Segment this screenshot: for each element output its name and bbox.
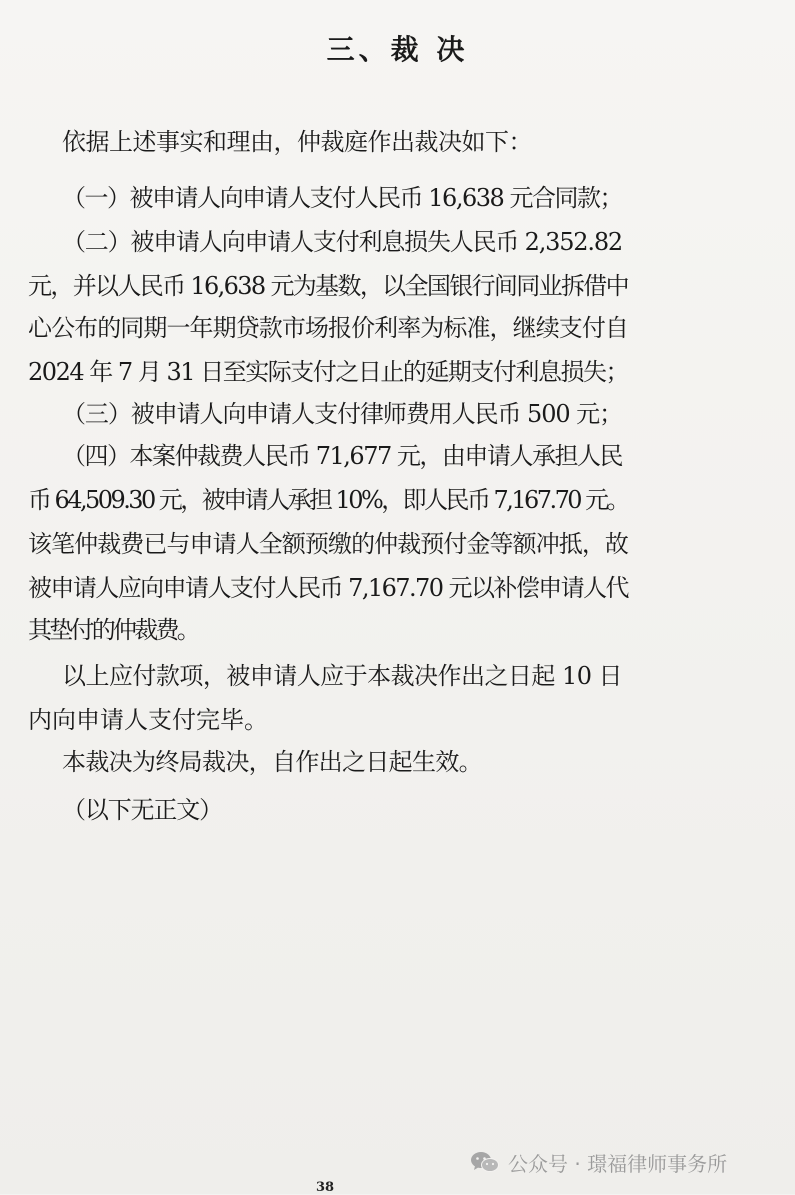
paragraph-line: 币 64,509.30 元，被申请人承担 10%，即人民币 7,167.70 元。 xyxy=(28,486,628,514)
watermark-text: 公众号 · 璟福律师事务所 xyxy=(508,1151,728,1176)
page-number: 38 xyxy=(316,1180,335,1195)
paragraph-line: 内向申请人支付完毕。 xyxy=(28,706,268,734)
wechat-icon xyxy=(470,1150,500,1174)
watermark xyxy=(470,1148,727,1176)
paragraph-line: （一）被申请人向申请人支付人民币 16,638 元合同款； xyxy=(62,184,622,212)
paragraph-line: 以上应付款项，被申请人应于本裁决作出之日起 10 日 xyxy=(62,662,622,690)
paragraph-line: 2024 年 7 月 31 日至实际支付之日止的延期支付利息损失； xyxy=(28,358,628,386)
paragraph-line: 心公布的同期一年期贷款市场报价利率为标准，继续支付自 xyxy=(28,314,628,342)
paragraph-line: 被申请人应向申请人支付人民币 7,167.70 元以补偿申请人代 xyxy=(28,574,628,602)
paragraph-line: （以下无正文） xyxy=(62,796,222,824)
paragraph-line: 其垫付的仲裁费。 xyxy=(28,616,198,644)
paragraph-line: 依据上述事实和理由，仲裁庭作出裁决如下： xyxy=(62,128,532,156)
paragraph-line: 本裁决为终局裁决，自作出之日起生效。 xyxy=(62,748,482,776)
paragraph-line: （二）被申请人向申请人支付利息损失人民币 2,352.82 xyxy=(62,228,622,256)
paragraph-line: （三）被申请人向申请人支付律师费用人民币 500 元； xyxy=(62,400,622,428)
paragraph-line: 该笔仲裁费已与申请人全额预缴的仲裁预付金等额冲抵，故 xyxy=(28,530,628,558)
section-title: 三、裁 决 xyxy=(326,33,469,66)
paragraph-line: （四）本案仲裁费人民币 71,677 元，由申请人承担人民 xyxy=(62,442,622,470)
paragraph-line: 元，并以人民币 16,638 元为基数，以全国银行间同业拆借中 xyxy=(28,272,628,300)
